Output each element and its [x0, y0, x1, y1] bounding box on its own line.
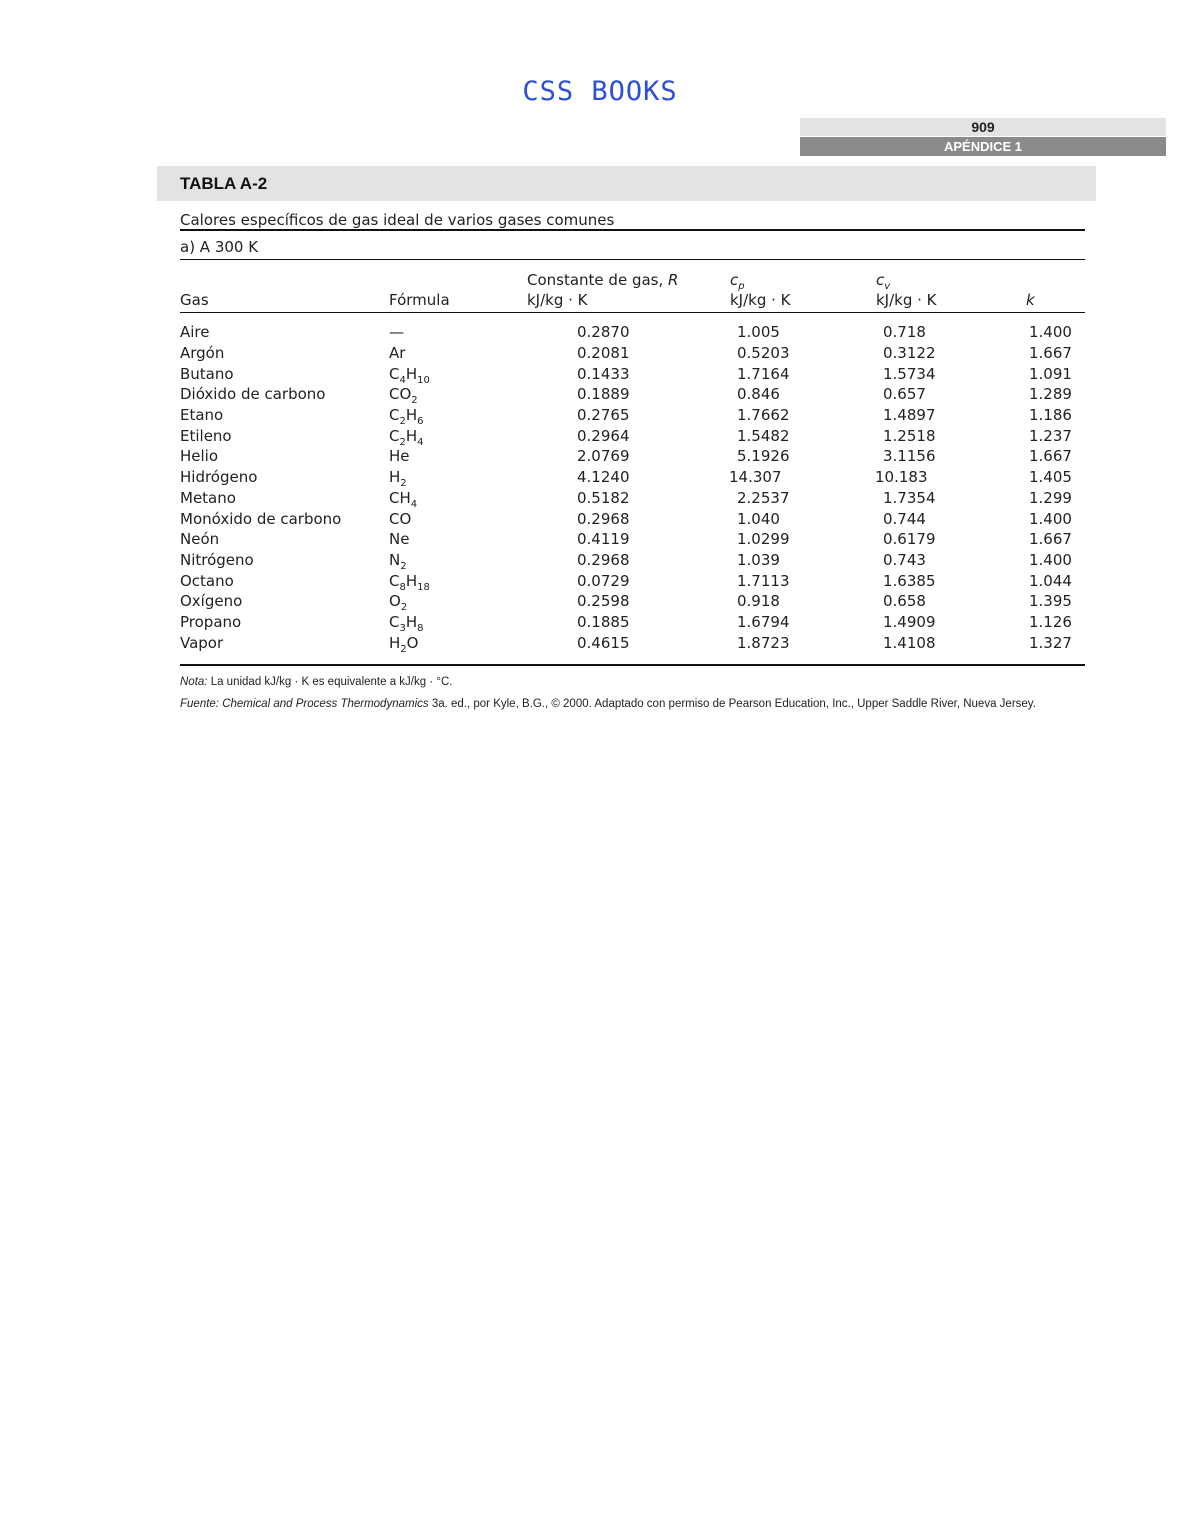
cell-cv: 0.6179 — [883, 530, 936, 549]
table-row — [180, 405, 1085, 426]
cell-k: 1.299 — [1029, 488, 1072, 507]
cell-gas-constant: 0.2964 — [577, 426, 630, 445]
table-row — [180, 343, 1085, 364]
cell-formula: $C_2H_4$ — [389, 426, 424, 448]
cell-gas-constant: 0.1885 — [577, 612, 630, 631]
cell-cv: 1.4108 — [883, 633, 936, 652]
cell-cp: 1.7164 — [737, 364, 790, 383]
cell-cv: 1.4909 — [883, 612, 936, 631]
cell-cp: 1.0299 — [737, 530, 790, 549]
cell-gas: Oxígeno — [180, 592, 243, 611]
cell-k: 1.327 — [1029, 633, 1072, 652]
table-row — [180, 322, 1085, 343]
gas-table — [180, 322, 1085, 653]
header-cp: $c_p$ — [730, 271, 745, 292]
cell-formula: $H_2$ — [389, 468, 407, 490]
table-row — [180, 529, 1085, 550]
cell-gas: Octano — [180, 571, 234, 590]
cell-k: 1.667 — [1029, 344, 1072, 363]
cell-k: 1.400 — [1029, 550, 1072, 569]
table-row — [180, 632, 1085, 653]
cell-gas: Nitrógeno — [180, 550, 254, 569]
cell-gas: Monóxido de carbono — [180, 509, 342, 528]
cell-formula: $O_2$ — [389, 592, 408, 614]
cell-gas-constant: 0.2870 — [577, 323, 630, 342]
cell-formula: $N_2$ — [389, 550, 407, 572]
header-cv: $c_v$ — [876, 271, 891, 292]
table-note: Nota: La unidad kJ/kg · K es equivalente a kJ/kg · °C. — [180, 676, 453, 688]
cell-cv: 3.1156 — [883, 447, 936, 466]
cell-cp: 1.7662 — [737, 406, 790, 425]
cell-k: 1.237 — [1029, 426, 1072, 445]
subtitle-rule — [180, 259, 1085, 260]
cell-formula: $CO_2$ — [389, 385, 418, 407]
table-title-bar — [157, 166, 1096, 201]
cell-gas: Etano — [180, 406, 224, 425]
header-gas: Gas — [180, 291, 209, 309]
cell-cp: 1.040 — [737, 509, 780, 528]
table-bottom-rule — [180, 664, 1085, 666]
cell-cv: 1.4897 — [883, 406, 936, 425]
caption-rule — [180, 229, 1085, 231]
cell-gas-constant: 0.2765 — [577, 406, 630, 425]
cell-k: 1.400 — [1029, 323, 1072, 342]
cell-cv: 0.718 — [883, 323, 926, 342]
cell-gas-constant: 2.0769 — [577, 447, 630, 466]
cell-k: 1.289 — [1029, 385, 1072, 404]
cell-cv: 1.6385 — [883, 571, 936, 590]
cell-k: 1.186 — [1029, 406, 1072, 425]
cell-gas: Vapor — [180, 633, 224, 652]
cell-cv: 0.658 — [883, 592, 926, 611]
cell-gas: Hidrógeno — [180, 468, 258, 487]
cell-cv: 10.183 — [875, 468, 928, 487]
cell-formula: He — [389, 447, 410, 466]
cell-cp: 5.1926 — [737, 447, 790, 466]
cell-gas-constant: 0.1889 — [577, 385, 630, 404]
cell-gas-constant: 0.0729 — [577, 571, 630, 590]
cell-gas-constant: 0.2968 — [577, 509, 630, 528]
cell-gas-constant: 0.2968 — [577, 550, 630, 569]
table-subtitle: a) A 300 K — [180, 238, 259, 256]
cell-gas-constant: 0.4615 — [577, 633, 630, 652]
cell-cp: 1.8723 — [737, 633, 790, 652]
cell-gas-constant: 4.1240 — [577, 468, 630, 487]
table-row — [180, 612, 1085, 633]
cell-k: 1.044 — [1029, 571, 1072, 590]
cell-gas-constant: 0.2598 — [577, 592, 630, 611]
table-row — [180, 488, 1085, 509]
cell-cp: 1.6794 — [737, 612, 790, 631]
table-row — [180, 570, 1085, 591]
cell-gas-constant: 0.5182 — [577, 488, 630, 507]
cell-gas: Helio — [180, 447, 219, 466]
cell-gas: Propano — [180, 612, 242, 631]
cell-gas: Butano — [180, 364, 234, 383]
cell-formula: $C_3H_8$ — [389, 612, 424, 634]
cell-cv: 1.7354 — [883, 488, 936, 507]
header-cp-units: kJ/kg · K — [730, 291, 791, 309]
cell-cp: 14.307 — [729, 468, 782, 487]
cell-cp: 0.5203 — [737, 344, 790, 363]
table-row — [180, 446, 1085, 467]
table-row — [180, 508, 1085, 529]
cell-k: 1.405 — [1029, 468, 1072, 487]
header-cv-units: kJ/kg · K — [876, 291, 937, 309]
cell-cp: 1.039 — [737, 550, 780, 569]
cell-formula: $C_4H_{10}$ — [389, 364, 430, 386]
cell-cp: 1.7113 — [737, 571, 790, 590]
cell-formula: — — [389, 323, 404, 342]
cell-cp: 1.5482 — [737, 426, 790, 445]
page-number: 909 — [800, 118, 1166, 136]
cell-formula: $CH_4$ — [389, 488, 418, 510]
cell-cv: 0.3122 — [883, 344, 936, 363]
cell-k: 1.667 — [1029, 530, 1072, 549]
cell-cp: 0.846 — [737, 385, 780, 404]
header-gas-constant-units: kJ/kg · K — [527, 291, 588, 309]
appendix-label: APÉNDICE 1 — [800, 137, 1166, 156]
cell-cp: 1.005 — [737, 323, 780, 342]
table-row — [180, 467, 1085, 488]
table-row — [180, 384, 1085, 405]
cell-cv: 0.657 — [883, 385, 926, 404]
cell-gas-constant: 0.4119 — [577, 530, 630, 549]
cell-gas: Aire — [180, 323, 210, 342]
cell-gas: Metano — [180, 488, 236, 507]
cell-formula: Ar — [389, 344, 406, 363]
cell-formula: CO — [389, 509, 412, 528]
table-row — [180, 425, 1085, 446]
cell-formula: $C_8H_{18}$ — [389, 571, 430, 593]
cell-k: 1.091 — [1029, 364, 1072, 383]
cell-gas: Neón — [180, 530, 220, 549]
cell-cv: 0.743 — [883, 550, 926, 569]
cell-formula: $C_2H_6$ — [389, 406, 424, 428]
header-formula: Fórmula — [389, 291, 450, 309]
cell-gas: Dióxido de carbono — [180, 385, 326, 404]
cell-formula: Ne — [389, 530, 410, 549]
cell-cv: 1.5734 — [883, 364, 936, 383]
cell-formula: $H_2O$ — [389, 633, 419, 655]
cell-cp: 2.2537 — [737, 488, 790, 507]
cell-gas-constant: 0.2081 — [577, 344, 630, 363]
cell-cv: 1.2518 — [883, 426, 936, 445]
watermark-text: CSS BOOKS — [522, 76, 678, 107]
cell-k: 1.395 — [1029, 592, 1072, 611]
table-row — [180, 591, 1085, 612]
cell-cp: 0.918 — [737, 592, 780, 611]
table-row — [180, 550, 1085, 571]
cell-gas: Etileno — [180, 426, 232, 445]
header-k: k — [1026, 291, 1035, 309]
table-title: TABLA A-2 — [180, 174, 268, 193]
cell-gas-constant: 0.1433 — [577, 364, 630, 383]
cell-k: 1.400 — [1029, 509, 1072, 528]
cell-k: 1.667 — [1029, 447, 1072, 466]
header-rule — [180, 312, 1085, 313]
table-caption: Calores específicos de gas ideal de varios gases comunes — [180, 211, 615, 229]
table-row — [180, 363, 1085, 384]
header-gas-constant: Constante de gas, R — [527, 271, 679, 289]
cell-gas: Argón — [180, 344, 225, 363]
cell-cv: 0.744 — [883, 509, 926, 528]
table-source: Fuente: Chemical and Process Thermodynamics 3a. ed., por Kyle, B.G., © 2000. Adaptado con permiso de Pearson Education, Inc., Upper Saddle River, Nueva Jersey. — [180, 698, 1036, 710]
cell-k: 1.126 — [1029, 612, 1072, 631]
